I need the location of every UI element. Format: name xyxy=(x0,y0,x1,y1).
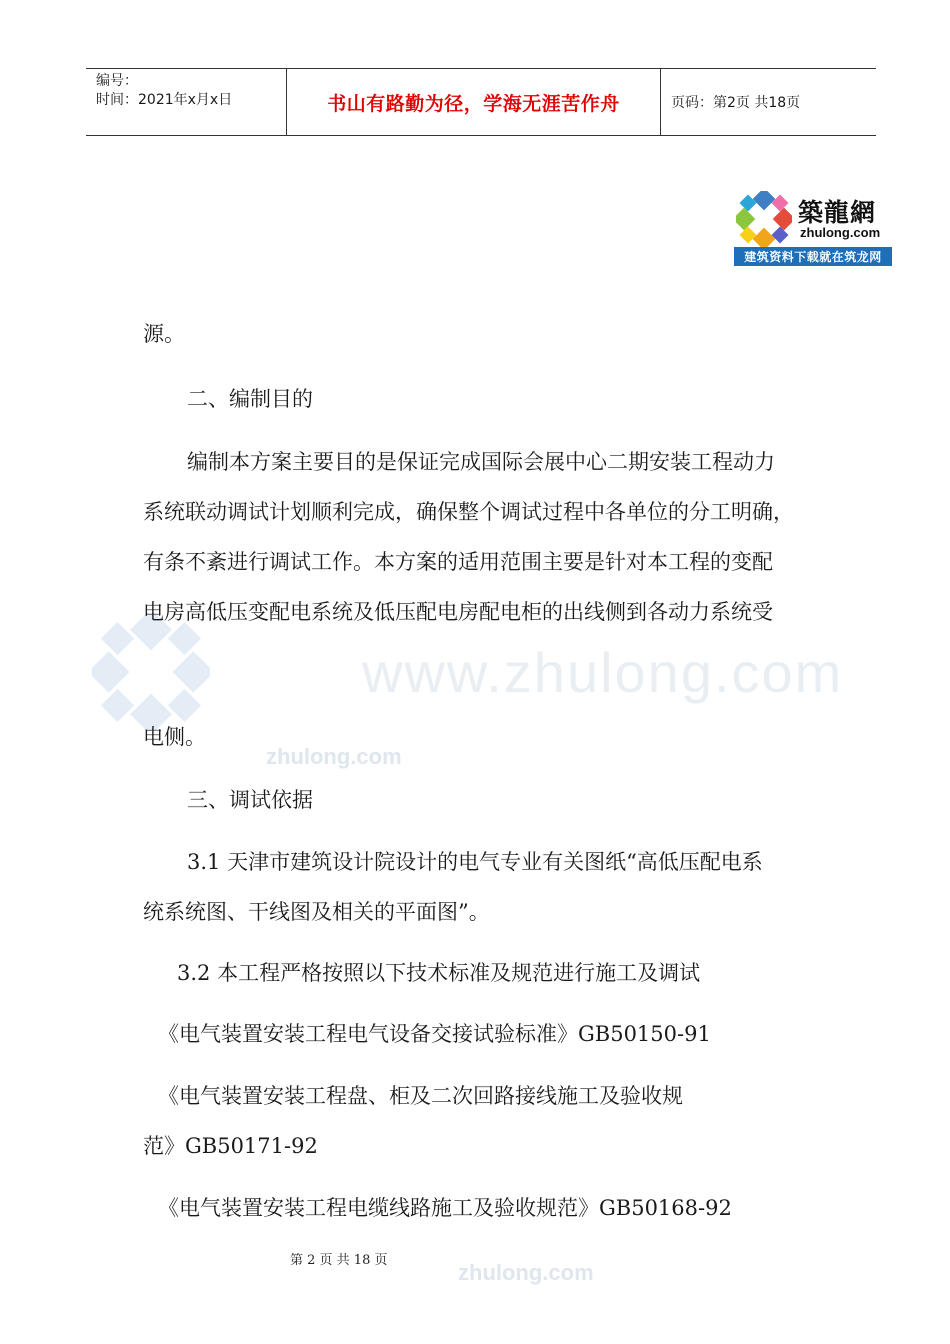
paragraph-line: 有条不紊进行调试工作。本方案的适用范围主要是针对本工程的变配 xyxy=(143,550,773,574)
standard-item: 《电气装置安装工程电气设备交接试验标准》GB50150-91 xyxy=(158,1022,711,1046)
watermark-flower-icon xyxy=(92,613,210,731)
watermark-url-small-footer: zhulong.com xyxy=(458,1260,594,1285)
header-meta-cell xyxy=(86,69,287,135)
section-heading: 二、编制目的 xyxy=(187,387,313,411)
logo-slogan: 建筑资料下载就在筑龙网 xyxy=(734,247,892,266)
document-time-label: 时间：2021年x月x日 xyxy=(96,92,233,108)
document-header xyxy=(86,68,876,136)
section-heading: 三、调试依据 xyxy=(187,788,313,812)
standard-item: 《电气装置安装工程盘、柜及二次回路接线施工及验收规 xyxy=(158,1084,683,1108)
logo-top-area xyxy=(734,187,892,247)
paragraph-line: 3.2 本工程严格按照以下技术标准及规范进行施工及调试 xyxy=(177,961,701,985)
header-motto: 书山有路勤为径，学海无涯苦作舟 xyxy=(287,69,661,135)
standard-item: 《电气装置安装工程电缆线路施工及验收规范》GB50168-92 xyxy=(158,1196,732,1220)
logo-chinese-name: 築龍網 xyxy=(798,198,877,227)
standard-item: 范》GB50171-92 xyxy=(143,1134,318,1158)
watermark-url-large: www.zhulong.com xyxy=(362,641,844,704)
paragraph-line: 统系统图、干线图及相关的平面图”。 xyxy=(143,900,490,924)
flower-logo-icon xyxy=(736,191,792,247)
watermark-url-small: zhulong.com xyxy=(266,744,402,769)
text-line: 源。 xyxy=(143,322,185,346)
paragraph-line: 系统联动调试计划顺利完成，确保整个调试过程中各单位的分工明确， xyxy=(143,500,794,524)
paragraph-line: 编制本方案主要目的是保证完成国际会展中心二期安装工程动力 xyxy=(187,450,775,474)
paragraph-line: 电房高低压变配电系统及低压配电房配电柜的出线侧到各动力系统受 xyxy=(143,600,773,624)
header-page-info: 页码：第2页 共18页 xyxy=(671,95,801,111)
page-footer: 第 2 页 共 18 页 xyxy=(290,1253,388,1268)
logo-url: zhulong.com xyxy=(800,225,881,240)
text-line: 电侧。 xyxy=(143,725,206,749)
zhulong-logo xyxy=(734,187,892,267)
document-number-label: 编号： xyxy=(96,73,138,89)
paragraph-line: 3.1 天津市建筑设计院设计的电气专业有关图纸“高低压配电系 xyxy=(187,850,763,874)
